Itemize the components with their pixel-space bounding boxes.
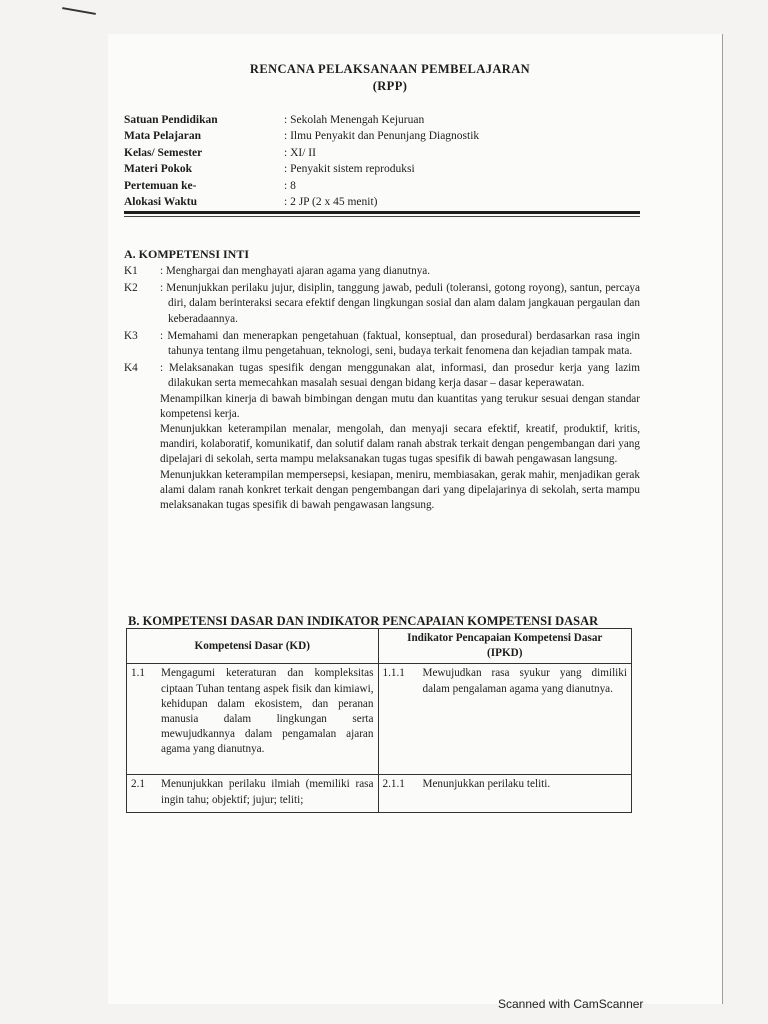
- kd-number: 2.1: [131, 778, 145, 791]
- ki-code: K4: [124, 362, 138, 375]
- info-row: [124, 112, 644, 128]
- ki-item: [124, 281, 640, 327]
- ki-text: : Menghargai dan menghayati ajaran agama yang dianutnya.: [160, 265, 431, 277]
- info-value: : 8: [284, 179, 296, 192]
- info-label: Pertemuan ke-: [124, 179, 197, 192]
- info-label: Mata Pelajaran: [124, 130, 201, 143]
- ki-item: [124, 264, 640, 279]
- ki-text-extra: Menampilkan kinerja di bawah bimbingan dengan mutu dan kuantitas yang terukur sesuai dengan standar kompetensi kerja.: [160, 392, 640, 420]
- ipkd-cell: [378, 775, 632, 812]
- pen-mark: [62, 7, 96, 15]
- kompetensi-inti-list: [124, 264, 640, 515]
- table-header-row: [127, 629, 632, 664]
- column-header-ipkd-line1: Indikator Pencapaian Kompetensi Dasar: [407, 632, 603, 644]
- kd-text: Menunjukkan perilaku ilmiah (memiliki rasa ingin tahu; objektif; jujur; teliti;: [161, 778, 374, 806]
- info-value: : Penyakit sistem reproduksi: [284, 163, 415, 176]
- ipkd-number: 1.1.1: [382, 667, 405, 680]
- info-value: : Sekolah Menengah Kejuruan: [284, 114, 425, 126]
- ipkd-text: Menunjukkan perilaku teliti.: [422, 778, 551, 791]
- ki-item: [124, 361, 640, 513]
- header-divider-thin: [124, 216, 640, 217]
- info-block: [124, 112, 644, 210]
- ipkd-cell: [378, 664, 632, 775]
- ki-code: K1: [124, 265, 138, 277]
- ki-text-extra: Menunjukkan keterampilan menalar, mengolah, dan menyaji secara efektif, kreatif, produktif, kritis, mandiri, kolaboratif, komunikatif, dan solutif dalam ranah abstrak terkait dengan pengembangan dari yang dipelajari di sekolah, serta mampu melaksanakan tugas tugas spesifik di bawah pengawasan langsung.: [160, 423, 640, 466]
- kd-cell: [127, 775, 379, 812]
- info-row: [124, 161, 644, 177]
- info-row: [124, 128, 644, 144]
- info-value: : Ilmu Penyakit dan Penunjang Diagnostik: [284, 130, 480, 143]
- ki-text-extra: Menunjukkan keterampilan mempersepsi, kesiapan, meniru, membiasakan, gerak mahir, menjadikan gerak alami dalam ranah konkret terkait dengan pengembangan dari yang dipelajarinya di sekolah, serta mampu melaksanakan tugas spesifik di bawah pengawasan langsung.: [160, 468, 640, 512]
- document-title: RENCANA PELAKSANAAN PEMBELAJARAN: [249, 62, 531, 76]
- ki-text: : Melaksanakan tugas spesifik dengan menggunakan alat, informasi, dan prosedur kerja yang lazim dilakukan serta memecahkan masalah sesuai dengan bidang kerja dasar – dasar keperawatan.: [160, 362, 640, 390]
- column-header-ipkd-line2: (IPKD): [487, 647, 523, 660]
- column-header-kd: Kompetensi Dasar (KD): [127, 629, 379, 664]
- kd-ipkd-table: [126, 628, 632, 813]
- info-label: Satuan Pendidikan: [124, 114, 218, 126]
- kd-number: 1.1: [131, 667, 145, 680]
- ipkd-text: Mewujudkan rasa syukur yang dimiliki dalam pengalaman agama yang dianutnya.: [422, 667, 627, 695]
- ki-text: : Memahami dan menerapkan pengetahuan (faktual, konseptual, dan prosedural) berdasarkan rasa ingin tahunya tentang ilmu pengetahuan, teknologi, seni, budaya terkait fenomena dan kejadian tampak mata.: [160, 329, 640, 358]
- ipkd-number: 2.1.1: [382, 778, 405, 791]
- document-subtitle: (RPP): [372, 79, 408, 93]
- header-divider-thick: [124, 211, 640, 214]
- table-row: [127, 775, 632, 812]
- kd-text: Mengagumi keteraturan dan kompleksitas ciptaan Tuhan tentang aspek fisik dan kimiawi, kehidupan dalam ekosistem, dan peranan manusia dalam lingkungan serta mewujudkannya dalam pengamalan ajaran agama yang dianutnya.: [161, 667, 374, 756]
- column-header-ipkd: [378, 629, 632, 664]
- table-row: [127, 664, 632, 775]
- ki-text: : Menunjukkan perilaku jujur, disiplin, tanggung jawab, peduli (toleransi, gotong royong), santun, percaya diri, dalam berinteraksi secara efektif dengan lingkungan sosial dan alam dalam jangkauan pergaulan dan keberadaannya.: [160, 282, 640, 325]
- ki-item: [124, 329, 640, 359]
- ki-code: K3: [124, 329, 138, 342]
- info-value: : XI/ II: [284, 146, 316, 159]
- info-row: [124, 178, 644, 194]
- info-label: Kelas/ Semester: [124, 146, 203, 159]
- info-row: [124, 145, 644, 161]
- camscanner-watermark: Scanned with CamScanner: [498, 997, 644, 1011]
- info-row: [124, 194, 644, 210]
- ki-code: K2: [124, 282, 138, 295]
- section-b-heading: B. KOMPETENSI DASAR DAN INDIKATOR PENCAPAIAN KOMPETENSI DASAR: [128, 614, 599, 628]
- info-label: Alokasi Waktu: [124, 195, 197, 208]
- info-label: Materi Pokok: [124, 163, 193, 176]
- info-value: : 2 JP (2 x 45 menit): [284, 195, 378, 208]
- kd-cell: [127, 664, 379, 775]
- section-a-heading: A. KOMPETENSI INTI: [124, 247, 250, 261]
